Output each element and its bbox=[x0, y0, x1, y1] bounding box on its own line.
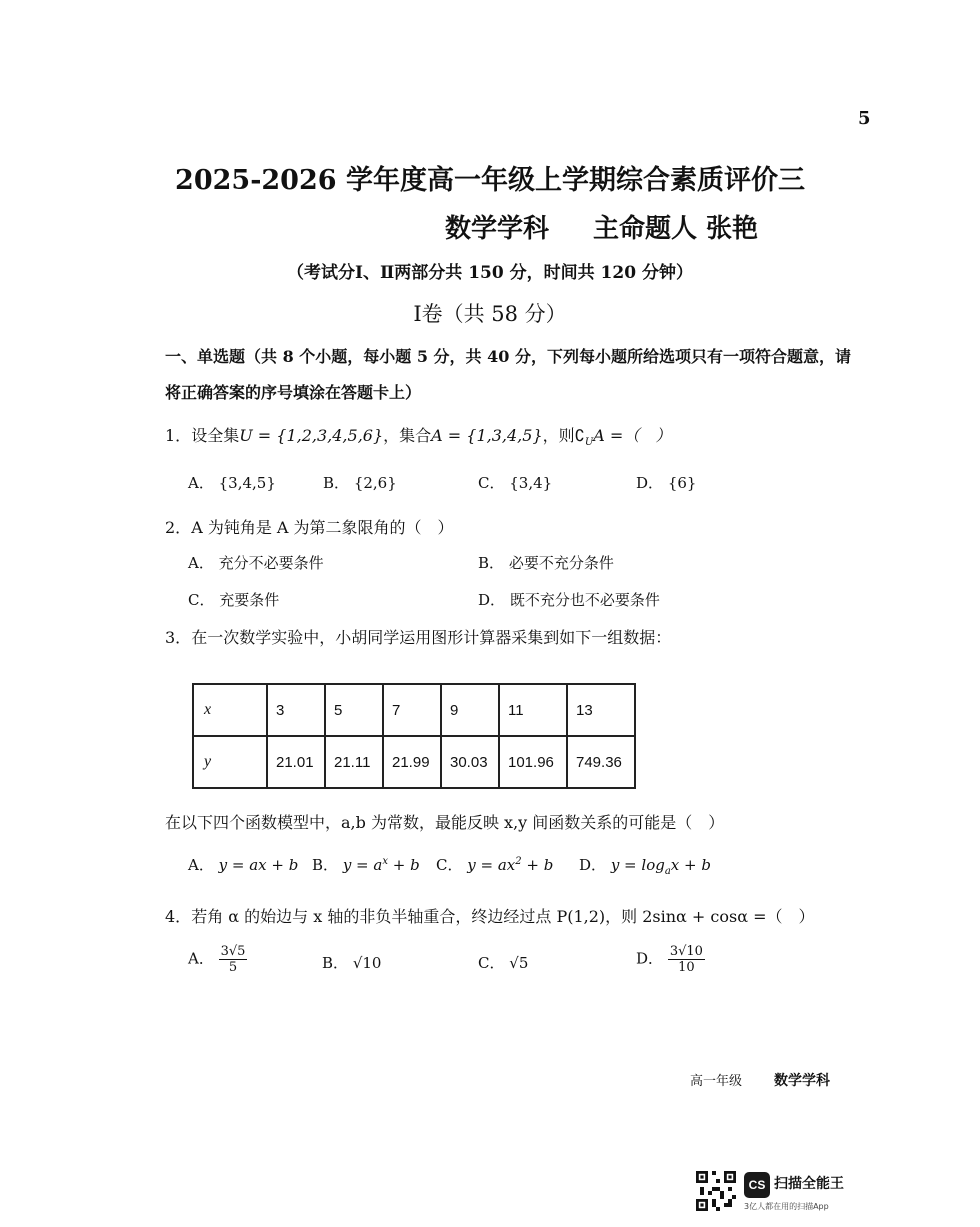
complement-subscript: U bbox=[584, 437, 594, 449]
q2-option-c[interactable] bbox=[188, 589, 279, 610]
table-header-x: x bbox=[193, 684, 267, 736]
option-value-tail: + b bbox=[387, 856, 420, 874]
table-cell: 749.36 bbox=[567, 736, 635, 788]
option-value: 必要不充分条件 bbox=[508, 554, 614, 572]
fraction-denominator: 5 bbox=[228, 960, 238, 975]
table-row bbox=[193, 684, 635, 736]
option-label: B． bbox=[312, 856, 339, 874]
question-1 bbox=[165, 423, 671, 448]
option-label: B． bbox=[478, 554, 505, 572]
question-number: 1． bbox=[165, 426, 192, 445]
option-value: y = ax bbox=[467, 856, 516, 874]
question-number: 3． bbox=[165, 628, 192, 647]
q1-option-c[interactable] bbox=[478, 472, 552, 493]
table-cell: 21.11 bbox=[325, 736, 383, 788]
footer-subject: 数学学科 bbox=[774, 1073, 830, 1089]
option-label: C． bbox=[478, 954, 505, 972]
question-3 bbox=[165, 625, 671, 648]
part-title: Ⅰ卷（共 58 分） bbox=[413, 302, 567, 326]
q2-option-a[interactable] bbox=[188, 552, 324, 573]
question-text: 若角 α 的始边与 x 轴的非负半轴重合，终边经过点 P(1,2)，则 2sinα + cosα =（ ） bbox=[191, 907, 815, 926]
fraction-denominator: 10 bbox=[678, 960, 695, 975]
section-instructions-line1: 一、单选题（共 8 个小题，每小题 5 分，共 40 分，下列每小题所给选项只有一项符合题意，请 bbox=[165, 347, 851, 366]
table-row bbox=[193, 736, 635, 788]
q3-option-b[interactable] bbox=[312, 854, 420, 875]
data-table bbox=[192, 683, 636, 789]
question-2 bbox=[165, 515, 454, 538]
table-cell: 101.96 bbox=[499, 736, 567, 788]
option-label: A． bbox=[188, 554, 214, 572]
option-value: 既不充分也不必要条件 bbox=[509, 591, 660, 609]
option-superscript: x bbox=[382, 856, 388, 867]
page-corner-mark: 5 bbox=[858, 108, 871, 129]
q1-option-d[interactable] bbox=[636, 472, 696, 493]
q3-option-a[interactable] bbox=[188, 854, 298, 875]
question-text: 在一次数学实验中，小胡同学运用图形计算器采集到如下一组数据： bbox=[191, 628, 672, 647]
table-cell: 30.03 bbox=[441, 736, 499, 788]
option-subscript: a bbox=[664, 866, 671, 877]
scanner-brand: 扫描全能王 bbox=[774, 1176, 844, 1192]
table-cell: 21.01 bbox=[267, 736, 325, 788]
scanner-tagline: 3亿人都在用的扫描App bbox=[744, 1202, 829, 1211]
option-label: A． bbox=[188, 949, 214, 968]
fraction-numerator: 3√10 bbox=[669, 944, 703, 959]
option-value: √5 bbox=[509, 954, 529, 972]
question-text: ，集合 bbox=[383, 426, 432, 445]
table-cell: 3 bbox=[267, 684, 325, 736]
question-3-prompt: 在以下四个函数模型中，a,b 为常数，最能反映 x,y 间函数关系的可能是（ ） bbox=[165, 813, 725, 832]
option-label: D． bbox=[579, 856, 607, 874]
option-label: A． bbox=[188, 856, 214, 874]
question-text: A 为钝角是 A 为第二象限角的（ ） bbox=[191, 518, 454, 537]
option-value: 充要条件 bbox=[219, 591, 280, 609]
fraction bbox=[668, 944, 705, 975]
fraction-numerator: 3√5 bbox=[220, 944, 246, 959]
option-value: 充分不必要条件 bbox=[218, 554, 324, 572]
table-cell: 5 bbox=[325, 684, 383, 736]
option-value: {2,6} bbox=[353, 474, 397, 492]
q4-option-d[interactable] bbox=[636, 944, 705, 975]
option-value: {3,4,5} bbox=[218, 474, 276, 492]
table-cell: 11 bbox=[499, 684, 567, 736]
q4-option-a[interactable] bbox=[188, 944, 247, 975]
option-superscript: 2 bbox=[515, 856, 522, 867]
q2-option-d[interactable] bbox=[478, 589, 660, 610]
q3-option-c[interactable] bbox=[436, 854, 553, 875]
section-instructions-line2: 将正确答案的序号填涂在答题卡上） bbox=[165, 383, 422, 402]
exam-title: 2025-2026 学年度高一年级上学期综合素质评价三 bbox=[175, 165, 805, 196]
q4-option-c[interactable] bbox=[478, 952, 528, 973]
q1-option-b[interactable] bbox=[323, 472, 397, 493]
complement-symbol: ∁ bbox=[574, 426, 585, 445]
table-cell: 7 bbox=[383, 684, 441, 736]
q3-option-d[interactable] bbox=[579, 854, 711, 877]
math-expression: A =（ ） bbox=[593, 426, 672, 445]
option-label: B． bbox=[323, 474, 350, 492]
option-value: {3,4} bbox=[509, 474, 553, 492]
option-value: {6} bbox=[667, 474, 697, 492]
table-cell: 13 bbox=[567, 684, 635, 736]
exam-subject: 数学学科 bbox=[445, 214, 550, 244]
math-expression: U = {1,2,3,4,5,6} bbox=[239, 426, 384, 445]
table-cell: 9 bbox=[441, 684, 499, 736]
question-number: 2． bbox=[165, 518, 192, 537]
option-label: C． bbox=[478, 474, 505, 492]
option-label: B． bbox=[322, 954, 349, 972]
q4-option-b[interactable] bbox=[322, 952, 381, 973]
option-label: D． bbox=[478, 591, 506, 609]
option-label: C． bbox=[436, 856, 463, 874]
option-value-tail: + b bbox=[521, 856, 554, 874]
option-value: y = ax + b bbox=[218, 856, 299, 874]
question-text: ，则 bbox=[542, 426, 575, 445]
option-value-tail: x + b bbox=[670, 856, 711, 874]
option-label: D． bbox=[636, 949, 664, 968]
option-value: y = a bbox=[342, 856, 383, 874]
option-label: A． bbox=[188, 474, 214, 492]
q1-option-a[interactable] bbox=[188, 472, 276, 493]
question-4 bbox=[165, 904, 815, 927]
option-value: y = log bbox=[610, 856, 665, 874]
option-value: √10 bbox=[352, 954, 382, 972]
q2-option-b[interactable] bbox=[478, 552, 614, 573]
exam-author: 主命题人 张艳 bbox=[593, 214, 759, 244]
scanner-logo-icon: CS bbox=[744, 1172, 770, 1198]
exam-note: （考试分Ⅰ、Ⅱ两部分共 150 分，时间共 120 分钟） bbox=[287, 263, 693, 283]
question-number: 4． bbox=[165, 907, 192, 926]
fraction bbox=[219, 944, 248, 975]
option-label: D． bbox=[636, 474, 664, 492]
math-expression: A = {1,3,4,5} bbox=[431, 426, 543, 445]
footer-grade: 高一年级 bbox=[690, 1074, 743, 1089]
option-label: C． bbox=[188, 591, 215, 609]
question-text: 设全集 bbox=[191, 426, 240, 445]
table-header-y: y bbox=[193, 736, 267, 788]
qr-code-icon bbox=[696, 1171, 736, 1211]
table-cell: 21.99 bbox=[383, 736, 441, 788]
